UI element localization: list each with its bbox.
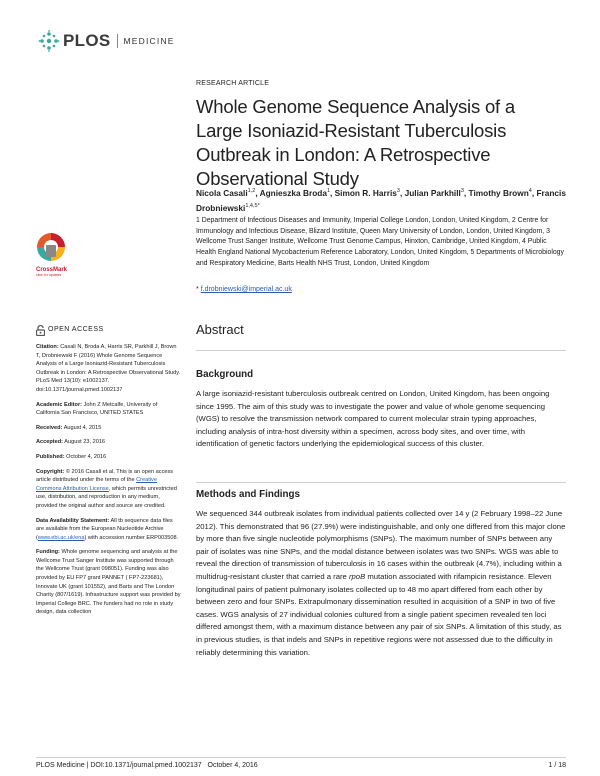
funding-label: Funding: xyxy=(36,549,60,556)
author-affiliation-marker: 4 xyxy=(528,188,532,194)
methods-text-part: We sequenced 344 outbreak isolates from individual patients collected over 14 y (2 February 1998–22 June 2012). This demonstrated that 96 (27.9%) were indistinguishable, and only one differed from this major clone by more than five single nucleotide polymorphisms (SNPs). The maximum number of SNPs between any pair of isolates was nine SNPs, and the modal distance between isolates was two SNPs. WGS was able to reveal the direction of transmission of tuberculosis in 16 cases within the outbreak (4.7%), including within a multidrug-resistant cluster that carried a rare xyxy=(196,509,566,581)
article-title: Whole Genome Sequence Analysis of a Large Isoniazid-Resistant Tuberculosis Outbreak in London: A Retrospective Observational Study xyxy=(196,96,515,189)
open-lock-icon xyxy=(36,325,45,336)
footer-citation xyxy=(36,762,258,769)
footer-divider xyxy=(36,757,566,758)
article-type: RESEARCH ARTICLE xyxy=(196,80,270,87)
background-text: A large isoniazid-resistant tuberculosis outbreak centred on London, United Kingdom, has been ongoing since 1995. The aim of this study was to investigate the power and value of whole genome sequencing (WGS) to resolve the transmission network compared to current molecular strain typing approaches, including analysis of intra-host diversity within a specimen, across body sites, and over time, with identification of genetic factors underlying the epidemiological success of this cluster. xyxy=(196,389,550,449)
crossmark-icon xyxy=(36,232,66,266)
author-name[interactable]: Julian Parkhill xyxy=(404,187,461,198)
logo-journal-name: MEDICINE xyxy=(123,36,175,46)
open-access-label: OPEN ACCESS xyxy=(48,326,104,334)
citation-text: Casali N, Broda A, Harris SR, Parkhill J, Brown T, Drobniewski F (2016) Whole Genome Sequence Analysis of a Large Isoniazid-Resistant Tuberculosis Outbreak in London: A Retrospective Observational Study. PLoS Med 13(10): e1002137. doi:10.1371/journal.pmed.1002137 xyxy=(36,344,181,393)
data-availability-text-cont: ) with accession number ERP003508. xyxy=(84,534,179,541)
funding-text: Whole genome sequencing and analysis at the Wellcome Trust Sanger Institute was supported through the Wellcome Trust (grant 098051). Funding was also provided by EU FP7 grant PANNET ( FP7-223681), Innovate UK (grant 101552), and Barts and The London Charity (807/1619). Infrastructure support was provided by Imperial College BRC. The funders had no role in study design, data collection xyxy=(36,549,181,616)
affiliations: 1 Department of Infectious Diseases and Immunity, Imperial College London, London, United Kingdom, 2 Centre for Immunology and Infectious Disease, Blizard Institute, Queen Mary University of London, London, United Kingdom, 3 Wellcome Trust Sanger Institute, Wellcome Trust Genome Campus, Hinxton, Cambridge, United Kingdom, 4 Public Health England National Mycobacterium Reference Laboratory, London, United Kingdom, 5 Departments of Microbiology and Respiratory Medicine, Barts Health NHS Trust, London, United Kingdom xyxy=(196,217,564,267)
crossmark-sublabel: click for updates xyxy=(36,273,62,277)
ena-link[interactable]: www.ebi.ac.uk/ena xyxy=(37,534,85,541)
copyright-block xyxy=(36,468,181,511)
article-sidebar xyxy=(36,325,181,623)
author-name[interactable]: Simon R. Harris xyxy=(334,187,397,198)
plos-logo-icon xyxy=(38,30,60,52)
journal-logo[interactable] xyxy=(38,30,175,52)
academic-editor-text: John Z Metcalfe, University of California San Francisco, UNITED STATES xyxy=(36,401,158,417)
author-affiliation-marker: 3 xyxy=(396,188,400,194)
citation-block xyxy=(36,343,181,395)
author-name[interactable]: Francis Drobniewski xyxy=(196,187,566,213)
academic-editor-label: Academic Editor: xyxy=(36,401,83,408)
accepted-date: August 23, 2016 xyxy=(64,439,106,446)
corresponding-author xyxy=(196,286,292,293)
page-number: 1 / 18 xyxy=(548,762,566,769)
author-affiliation-marker: 1,4,5* xyxy=(245,202,260,209)
corresponding-marker: * xyxy=(196,286,199,293)
data-availability-block xyxy=(36,517,181,543)
section-divider xyxy=(196,482,566,483)
author-affiliation-marker: 1,2 xyxy=(247,188,256,194)
accepted-block xyxy=(36,438,181,447)
gene-name: rpoB xyxy=(348,571,366,581)
author-name[interactable]: Agnieszka Broda xyxy=(259,187,327,198)
published-block xyxy=(36,453,181,462)
received-label: Received: xyxy=(36,424,63,431)
copyright-text: © 2016 Casali et al. This is an open access article distributed under the terms of the xyxy=(36,468,174,484)
received-block xyxy=(36,424,181,433)
methods-heading: Methods and Findings xyxy=(196,489,300,500)
corresponding-email-link[interactable]: f.drobniewski@imperial.ac.uk xyxy=(200,286,292,293)
abstract-divider xyxy=(196,350,566,351)
open-access-badge xyxy=(36,325,181,336)
author-name[interactable]: Timothy Brown xyxy=(468,187,529,198)
received-date: August 4, 2015 xyxy=(63,424,102,431)
methods-text-part: mutation associated with rifampicin resistance. Eleven longitudinal pairs of patient pulmonary isolates collected up to 48 mo apart differed from each other by between zero and four SNPs. Extrapulmonary dissemination resulted in acquisition of a SNP in two of five cases. WGS analysis of 27 individual colonies cultured from a single patient specimen revealed ten loci differed amongst them, with a maximum distance between any pair of six SNPs. A limitation of this study, as in previous studies, is that indels and SNPs in repetitive regions were not assessed due to the difficulty in reliably determining this variation. xyxy=(196,571,562,657)
methods-text xyxy=(196,508,566,659)
license-link[interactable]: Creative Commons Attribution License xyxy=(36,477,157,492)
background-heading: Background xyxy=(196,369,254,380)
published-label: Published: xyxy=(36,453,65,460)
data-availability-label: Data Availability Statement: xyxy=(36,517,110,524)
funding-block xyxy=(36,548,181,617)
page-footer xyxy=(36,762,566,769)
footer-date: October 4, 2016 xyxy=(207,762,258,769)
crossmark-label: CrossMark xyxy=(36,267,68,273)
author-affiliation-marker: 3 xyxy=(460,188,464,194)
footer-doi: PLOS Medicine | DOI:10.1371/journal.pmed.1002137 xyxy=(36,762,202,769)
crossmark-badge[interactable] xyxy=(36,232,66,277)
abstract-heading: Abstract xyxy=(196,322,244,337)
author-affiliation-marker: 1 xyxy=(326,188,331,194)
copyright-text-cont: , which permits unrestricted use, distribution, and reproduction in any medium, provided the original author and source are credited. xyxy=(36,485,177,509)
accepted-label: Accepted: xyxy=(36,439,64,446)
logo-divider xyxy=(117,34,118,48)
data-availability-text: All tb sequence data files are available from the European Nucleotide Archive ( xyxy=(36,517,173,541)
copyright-label: Copyright: xyxy=(36,468,65,475)
academic-editor-block xyxy=(36,401,181,418)
published-date: October 4, 2016 xyxy=(66,453,107,460)
author-name[interactable]: Nicola Casali xyxy=(196,187,248,198)
author-list: Nicola Casali$^{1,2}$, Agnieszka Broda$^1$, Simon R. Harris$^3$, Julian Parkhill$^3$, Timothy Brown$^4$, Francis Drobniewski$^{1,4,5*}$ xyxy=(196,187,566,213)
logo-brand: PLOS xyxy=(63,31,111,50)
citation-label: Citation: xyxy=(36,344,59,350)
